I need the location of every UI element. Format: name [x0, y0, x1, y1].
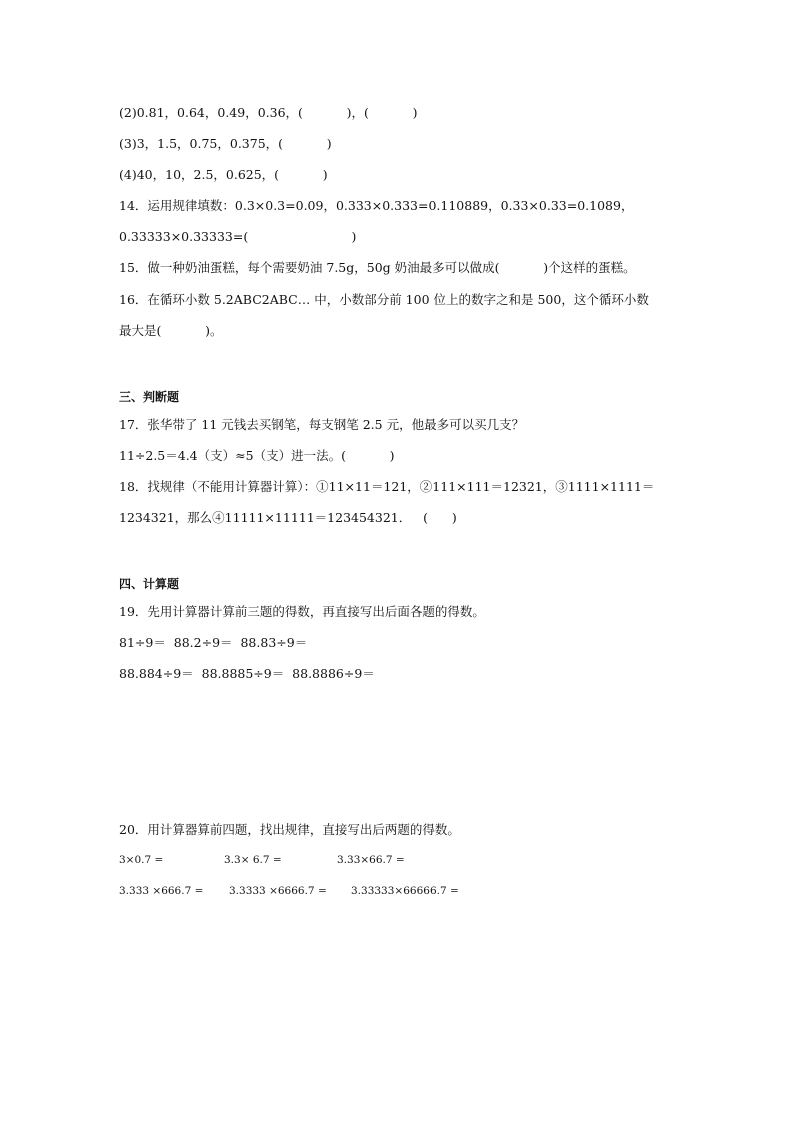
- question-20-expr-3: 3.33×66.7 =: [337, 854, 405, 866]
- question-20-expr-5: 3.3333 ×6666.7 =: [229, 885, 327, 897]
- question-13-item-2: (2)0.81，0.64，0.49，0.36，( )，( ): [119, 105, 418, 120]
- question-16-line-1: 16．在循环小数 5.2ABC2ABC… 中，小数部分前 100 位上的数字之和是 500，这个循环小数: [119, 292, 649, 307]
- section-3-heading: 三、判断题: [119, 390, 180, 404]
- question-18-line-1: 18．找规律（不能用计算器计算）：①11×11＝121，②111×111＝12321，③1111×1111＝: [119, 479, 655, 494]
- question-15: 15．做一种奶油蛋糕，每个需要奶油 7.5g，50g 奶油最多可以做成( )个这样的蛋糕。: [119, 260, 636, 275]
- question-20-title: 20．用计算器算前四题，找出规律，直接写出后两题的得数。: [119, 822, 460, 837]
- question-13-item-3: (3)3，1.5，0.75，0.375，( ): [119, 136, 332, 151]
- question-19-row-2: 88.884÷9＝ 88.8885÷9＝ 88.8886÷9＝: [119, 666, 375, 681]
- question-14-line-2: 0.33333×0.33333=( ): [119, 229, 357, 244]
- question-20-expr-2: 3.3× 6.7 =: [224, 854, 282, 866]
- question-19-title: 19．先用计算器计算前三题的得数，再直接写出后面各题的得数。: [119, 604, 485, 619]
- question-20-expr-6: 3.33333×66666.7 =: [351, 885, 459, 897]
- question-16-line-2: 最大是( )。: [119, 323, 223, 338]
- question-18-line-2: 1234321，那么④11111×11111＝123454321． ( ): [119, 510, 457, 525]
- question-17-line-1: 17．张华带了 11 元钱去买钢笔，每支钢笔 2.5 元，他最多可以买几支？: [119, 417, 525, 432]
- question-20-expr-1: 3×0.7 =: [119, 854, 164, 866]
- question-17-line-2: 11÷2.5＝4.4（支）≈5（支）进一法。( ): [119, 448, 395, 463]
- section-4-heading: 四、计算题: [119, 577, 180, 591]
- question-13-item-4: (4)40，10，2.5，0.625，( ): [119, 167, 328, 182]
- question-14-line-1: 14．运用规律填数：0.3×0.3=0.09，0.333×0.333=0.110889，0.33×0.33=0.1089，: [119, 198, 634, 213]
- question-19-row-1: 81÷9＝ 88.2÷9＝ 88.83÷9＝: [119, 635, 308, 650]
- question-20-expr-4: 3.333 ×666.7 =: [119, 885, 204, 897]
